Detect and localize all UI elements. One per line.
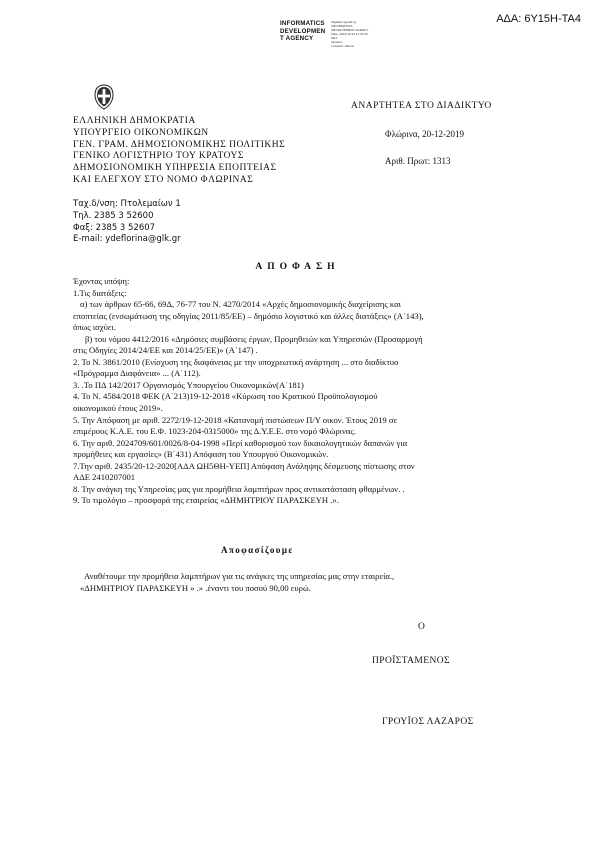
body-line: «Πρόγραμμα Διαφάνεια» ... (Α΄112).: [73, 368, 201, 379]
decision-body: [73, 276, 525, 507]
signatory-title: ΠΡΟΪΣΤΑΜΕΝΟΣ: [372, 656, 450, 666]
decision-line: Αναθέτουμε την προμήθεια λαμπτήρων για τις ανάγκες της υπηρεσίας μας στην εταιρεία.,: [84, 571, 395, 581]
body-line: 3. .Το ΠΔ 142/2017 Οργανισμός Υπουργείου Οικονομικών(Α΄181): [73, 379, 304, 390]
logo-word: DEVELOPMEN: [280, 27, 326, 35]
decision-line: «ΔΗΜΗΤΡΙΟΥ ΠΑΡΑΣΚΕΥΗ » .» .έναντι του ποσού 90,00 ευρώ.: [80, 582, 311, 593]
ada-code: ΑΔΑ: 6Υ15Η-ΤΑ4: [496, 13, 581, 25]
body-line: 5. Την Απόφαση με αριθ. 2272/19-12-2018 «Κατανομή πιστώσεων Π/Υ οικον. Έτους 2019 σε: [73, 414, 398, 425]
issuer-line: ΓΕΝΙΚΟ ΛΟΓΙΣΤΗΡΙΟ ΤΟΥ ΚΡΑΤΟΥΣ: [73, 151, 244, 162]
issuer-line: ΥΠΟΥΡΓΕΙΟ ΟΙΚΟΝΟΜΙΚΩΝ: [73, 127, 209, 138]
protocol-number: Αριθ. Πρωτ: 1313: [385, 156, 451, 166]
considering-heading: Έχοντας υπόψη:: [73, 276, 130, 286]
internet-posting-note: ΑΝΑΡΤΗΤΕΑ ΣΤΟ ΔΙΑΔΙΚΤΥΟ: [351, 101, 492, 111]
decision-title: ΑΠΟΦΑΣΗ: [255, 262, 340, 272]
body-line: εποπτείας (ενσωμάτωση της οδηγίας 2011/85/ΕΕ) – δημόσιο λογιστικό και άλλες διατάξεις» (Α΄143),: [73, 310, 424, 321]
issuing-authority: [73, 116, 285, 187]
digital-signature-note: Digitally signed by INFORMATICS DEVELOPMENT AGENCY Date: 2019.12.23 11:37:20 EET Reason: Location: Athens: [331, 20, 369, 48]
body-line: α) των άρθρων 65-66, 69Δ, 76-77 του Ν. 4270/2014 «Αρχές δημοσιονομικής διαχείρισης και: [80, 299, 401, 310]
issuer-line: ΔΗΜΟΣΙΟΝΟΜΙΚΗ ΥΠΗΡΕΣΙΑ ΕΠΟΠΤΕΙΑΣ: [73, 163, 277, 174]
phone: Τηλ. 2385 3 52600: [73, 210, 154, 221]
informatics-agency-logo: [280, 20, 368, 48]
body-line: προμήθειες και εργασίες» (Β΄431) Απόφαση του Υπουργού Οικονομικών.: [73, 449, 329, 460]
we-decide-heading: Αποφασίζουμε: [221, 545, 294, 555]
body-line: οικονομικού έτους 2019».: [73, 403, 163, 414]
body-line: β) του νόμου 4412/2016 «Δημόσιες συμβάσεις έργων, Προμηθειών και Υπηρεσιών (Προσαρμογή: [85, 333, 423, 344]
issuer-line: ΕΛΛΗΝΙΚΗ ΔΗΜΟΚΡΑΤΙΑ: [73, 116, 196, 126]
document-date: Φλώρινα, 20-12-2019: [385, 129, 465, 139]
fax: Φαξ: 2385 3 52607: [73, 222, 156, 233]
body-line: 6. Την αριθ. 2024709/601/0026/8-04-1998 «Περί καθορισμού των δικαιολογητικών δαπανών για: [73, 437, 408, 448]
address: Ταχ.δ/νση: Πτολεμαίων 1: [73, 199, 181, 209]
provisions-heading: 1.Τις διατάξεις:: [73, 287, 127, 298]
body-line: στις Οδηγίες 2014/24/ΕΕ και 2014/25/ΕΕ)» (Α΄147) .: [73, 345, 258, 356]
signatory-article: Ο: [418, 622, 425, 632]
signatory-name: ΓΡΟΥΪΟΣ ΛΑΖΑΡΟΣ: [382, 717, 474, 727]
contact-details: [73, 199, 181, 246]
logo-word: INFORMATICS: [280, 20, 325, 27]
body-line: 8. Την ανάγκη της Υπηρεσίας μας για προμήθεια λαμπτήρων προς αντικατάσταση φθαρμένων. .: [73, 483, 405, 494]
issuer-line: ΚΑΙ ΕΛΕΓΧΟΥ ΣΤΟ ΝΟΜΟ ΦΛΩΡΙΝΑΣ: [73, 174, 254, 185]
body-line: 7.Την αριθ. 2435/20-12-2020[ΑΔΑ ΩΗ5ΘΗ-ΥΕΠ] Απόφαση Ανάληψης δέσμευσης πίστωσης στον: [73, 460, 415, 471]
body-line: επιμέρους Κ.Α.Ε. του Ε.Φ. 1023-204-0315000» της Δ.Υ.Ε.Ε. στο νομό Φλώρινας.: [73, 426, 356, 437]
issuer-line: ΓΕΝ. ΓΡΑΜ. ΔΗΜΟΣΙΟΝΟΜΙΚΗΣ ΠΟΛΙΤΙΚΗΣ: [73, 139, 286, 150]
body-line: ΑΔΕ 2410207001: [73, 472, 136, 483]
logo-word: T AGENCY: [280, 35, 314, 43]
decision-clause: [80, 571, 394, 594]
body-line: 4. Το Ν. 4584/2018 ΦΕΚ (Α΄213)19-12-2018 «Κύρωση του Κρατικού Προϋπολογισμού: [73, 391, 378, 402]
body-line: 2. Το Ν. 3861/2010 (Ενίσχυση της διαφάνειας με την υποχρεωτική ανάρτηση ... στο διαδίκτυο: [73, 356, 399, 367]
body-line: 9. Το τιμολόγιο – προσφορά της εταιρείας «ΔΗΜΗΤΡΙΟΥ ΠΑΡΑΣΚΕΥΗ .».: [73, 495, 339, 506]
email: E-mail: ydeflorina@glk.gr: [73, 234, 181, 245]
greek-coat-of-arms-icon: [91, 84, 117, 110]
body-line: όπως ισχύει.: [73, 322, 116, 333]
